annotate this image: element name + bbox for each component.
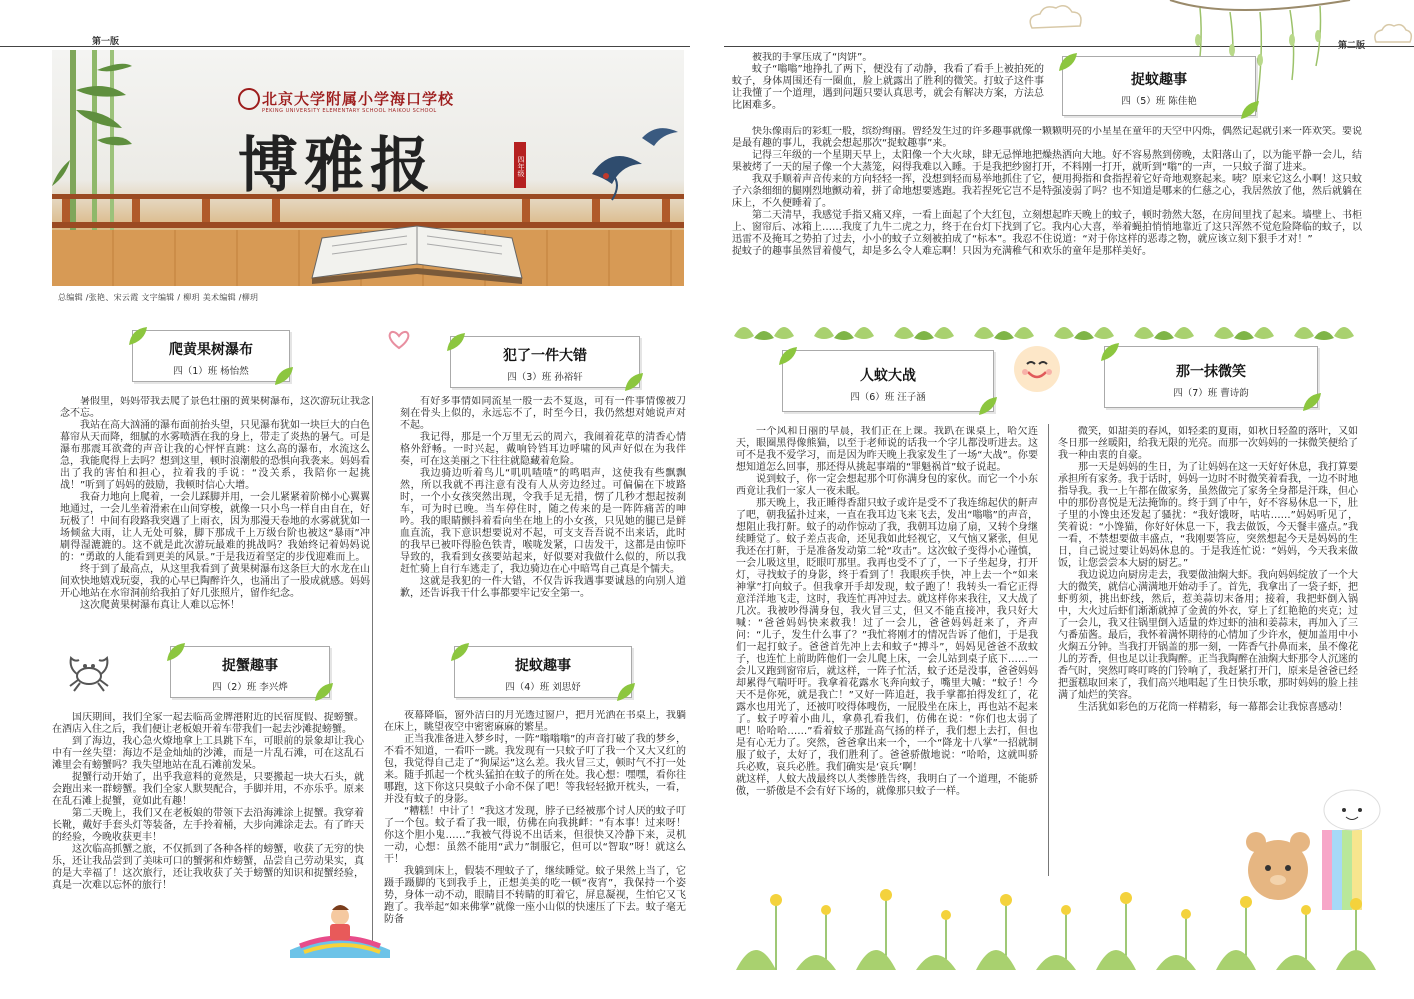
paragraph: 捉蚊子的趣事虽然冒着傻气，却是多么令人难忘啊！只因为充满稚气和欢乐的童年是那样美好。 — [732, 246, 1152, 257]
paragraph: 第二天晚上，我们又在老板娘的带领下去沿海滩涂上捉蟹。我穿着长靴，戴好手套头灯等装备，左手拎着桶，大步向滩涂走去。有了昨天的经验，今晚收获更丰！ — [52, 808, 364, 843]
article-title: 那一抹微笑 — [1176, 364, 1246, 380]
article-author: 四（2）班 李兴烨 — [212, 682, 288, 693]
article-body-mosquito-1 — [384, 710, 686, 950]
leaf-corner-icon — [1099, 341, 1121, 363]
smiley-face-icon — [1014, 346, 1060, 392]
leaf-corner-icon — [777, 345, 799, 367]
paragraph: 说到蚊子，你一定会想起那个叮你满身包的家伙。而它一个小东西竟让我们一家人一夜未眠。 — [736, 474, 1038, 497]
leaf-corner-icon — [313, 681, 335, 703]
paragraph: 我边说边向厨房走去，我要做油焖大虾。我向妈妈绽放了一个大大的微笑，就信心满满地开始动手了。首先，我拿出了一袋子虾，把虾剪须，挑出虾线，然后，惹美蒜切末备用；接着，我把虾倒入锅中，大火过后虾们渐渐就掉了金黄的外衣，穿上了红艳艳的夹克；过了一会儿，我又往锅里倒入适量的炸过虾的油和姜蒜末，再加入了三勺番茄酱。最后，我怀着满怀期待的心情加了少许水，便加盖用中小火焖五分钟。当我打开锅盖的那一刻，一阵香气扑鼻而来，虽不像花儿的芳香，但也足以让我陶醉。正当我陶醉在油焖大虾那令人沉迷的香气时，突然叮咚叮咚的门铃响了，我赶紧打开门，原来是爸爸已经把蛋糕取回来了，我们高兴地唱起了生日快乐歌，那时妈妈的脸上挂满了灿烂的笑容。 — [1058, 570, 1358, 701]
paragraph: 快乐像雨后的彩虹一般，缤纷绚丽。曾经发生过的许多趣事就像一颗颗明亮的小星星在童年的天空中闪烁，偶然记起就引来一阵欢笑。要说是最有趣的事儿，我就会想起那次“捉蚊趣事”来。 — [732, 126, 1362, 149]
paragraph: 生活犹如彩色的万花筒一样精彩，每一幕都会让我惊喜感动！ — [1078, 702, 1348, 713]
article-author: 四（1）班 杨怡然 — [173, 366, 249, 377]
paragraph: 我站在高大汹涌的瀑布面前抬头望，只见瀑布犹如一块巨大的白色幕帘从天而降，细腻的水雾喷洒在我的身上，带走了炎热的暑气。可是瀑布那震耳欲聋的声音让我的心怦怦直跳：这么高的瀑布，水流这么急，我能爬得上去吗？想到这里，顿时浪潮般的恐惧向我袭来。妈妈看出了我的害怕和担心，拉着我的手说：“没关系，我陪你一起挑战！”听到了妈妈的鼓励，我顿时信心大增。 — [60, 420, 370, 491]
paragraph: “糟糕！中计了！”我这才发现，脖子已经被那个讨人厌的蚊子叮了一个包。蚊子看了我一眼，仿佛在向我挑衅：“有本事！过来呀！你这个胆小鬼……”我被气得说不出话来，但很快又冷静下来，灵机一动，心想：虽然不能用“武力”制服它，但可以“智取”呀！就这么干！ — [384, 806, 686, 865]
article-body-waterfall — [60, 396, 370, 636]
article-author: 四（6）班 汪子涵 — [850, 392, 926, 403]
masthead-banner — [52, 50, 684, 286]
cloud-illustration — [1372, 20, 1414, 50]
paragraph: 终于到了最高点，从这里我看到了黄果树瀑布这条巨大的水龙在山间欢快地嬉戏玩耍，我的心早已陶醉许久，也涌出了一股成就感。妈妈开心地站在水帘洞前给我拍了好几张照片，留作纪念。 — [60, 564, 370, 599]
article-continuation-mosquito-1 — [732, 52, 1044, 118]
flower-border-illustration — [736, 880, 1376, 970]
newspaper-title: 博雅报 — [238, 131, 436, 201]
paragraph: 这次爬黄果树瀑布真让人难以忘怀！ — [80, 600, 240, 611]
article-title: 人蚊大战 — [860, 368, 916, 384]
paragraph: 国庆期间，我们全家一起去临高金牌港附近的民宿度假、捉螃蟹。在酒店入住之后，我们便让老板娘开着车带我们一起去沙滩捉螃蟹。 — [52, 712, 364, 735]
leaf-corner-icon — [615, 681, 637, 703]
paragraph: 被我的手掌压成了“肉饼”。 — [752, 52, 873, 63]
paragraph: 那一天是妈妈的生日，为了让妈妈在这一天好好休息，我打算要承担所有家务。我于话时，妈妈一边时不时微笑着看我，一边不时地指导我。我一上午都在做家务，虽然做完了家务全身都是汗珠，但心中的那份喜悦是无法掩饰的。终于到了中午，好不容易休息一下，肚子里的小馋虫还发起了骚扰：“我好饿呀，咕咕……”妈妈听见了，笑着说：“小馋猫，你好好休息一下，我去做饭，今天餐丰盛点。”我一看，不禁想要做丰盛点，“我刚要答应，突然想起今天是妈妈的生日，自己说过要让妈妈休息的。于是我连忙说：“妈妈，今天我来做饭，让您尝尝本大厨的厨艺。” — [1058, 462, 1358, 569]
article-title: 捉蚊趣事 — [515, 658, 571, 674]
article-title: 爬黄果树瀑布 — [169, 342, 253, 358]
paragraph: 就这样，人蚊大战最终以人类惨胜告终，我明白了一个道理，不能骄傲，一骄傲是不会有好下场的，就像那只蚊子一样。 — [736, 774, 1038, 797]
paragraph: 那天晚上，我正睡得香甜只蚊子或许是受不了我连绵起伏的鼾声了吧，朝我猛扑过来，一直在我耳边飞来飞去，发出“嗡嗡”的声音，想阻止我打鼾。蚊子的动作惊动了我，我朝耳边扇了扇，又转个身继续睡觉了。蚊子差点丧命，还见我如此轻视它，又气恼又紧张，但见我还在打鼾，于是准备发动第二轮“攻击”。这次蚊子变得小心谨慎，一会儿吸这里，眨眼叮那里。我再也受不了了，一下子坐起身，打开灯，寻找蚊子的身影，终于看到了！我眼疾手快，冲上去一个“如来神掌”打向蚊子。但我拿开手却发现，蚊子跑了！我转头一看它正得意洋洋地飞走，这时，我连忙再冲过去。就这样你来我往，又大战了几次。我被吵得满身包，我火冒三丈，但又不能直接冲，我只好大喊：“爸爸妈妈快来救我！过了一会儿，爸爸妈妈赶来了，齐声问：“儿子，发生什么事了？”我忙将刚才的情况告诉了他们，于是我们一起打蚊子。爸爸首先冲上去和蚊子“搏斗”，妈妈见爸爸不敌蚊子，也连忙上前助阵他们一会儿爬上床，一会儿站到桌子底下……一会儿又跑到窗帘后，就这样，一阵子忙活，蚊子还是没事，爸爸妈妈却累得气喘吁吁。我拿着花露水飞奔向蚊子，嘴里大喊：“蚊子！今天不是你死，就是我亡！”又好一阵追赶，我手掌都拍得发红了，花露水也用光了，还被叮咬得体嗖伤，一屁股坐在床上，再也站不起来了。蚊子哼着小曲儿，拿鼻孔看我们，仿佛在说：“你们也太弱了吧！哈哈哈……”看着蚊子那趾高气扬的样子，我们想上去打，但也是有心无力了。突然，爸爸拿出来一个，一个“降龙十八掌”一招就制服了蚊子，太好了，我们胜利了。爸爸骄傲地说：“哈哈，这就叫骄兵必败，哀兵必胜。我们确实是‘哀兵’啊！ — [736, 498, 1038, 773]
paragraph: 到了海边，我心急火燎地拿上工具跳下车，可眼前的景象却让我心中有一丝失望：海边不是金灿灿的沙滩，而是一片乱石滩，可在这乱石滩里会有螃蟹吗？我失望地站在乱石滩前发呆。 — [52, 736, 364, 771]
paragraph: 这就是我犯的一件大错，不仅告诉我遇事要诚恳的向别人道歉，还告诉我干什么事都要牢记安全第一。 — [400, 576, 686, 599]
article-author: 四（7）班 曹诗韵 — [1173, 388, 1249, 399]
paragraph: 夜幕降临，窗外洁白的月光透过窗户，把月光洒在书桌上，我躺在床上，眺望夜空中密密麻麻的繁星。 — [384, 710, 686, 733]
swallows-illustration — [572, 114, 682, 214]
article-title: 犯了一件大错 — [503, 348, 587, 364]
heading-box-mosquito-1 — [454, 646, 632, 698]
leaf-corner-icon — [623, 371, 645, 393]
article-author: 四（5）班 陈佳艳 — [1121, 96, 1197, 107]
school-logo — [238, 88, 260, 110]
paragraph: 有好多事情如同流星一般一去不复返，可有一件事情像被刀刻在骨头上似的，永远忘不了，时至今日，我仍然想对她说声对不起。 — [400, 396, 686, 431]
heading-box-mistake — [450, 336, 640, 388]
article-author: 四（3）班 孙裕轩 — [507, 372, 583, 383]
heading-box-crab — [170, 646, 330, 698]
paragraph: 暑假里，妈妈带我去爬了景色壮丽的黄果树瀑布，这次游玩让我念念不忘。 — [60, 396, 370, 419]
paragraph: 我躺到床上，假装不理蚊子了，继续睡觉。蚊子果然上当了，它蹑手蹑脚的飞到我手上，正想美美的吃一顿“夜宵”，我保持一个姿势，身体一动不动，眼睛目不转睛的盯着它，屏息凝视，生怕它又飞跑了。我举起“如来佛掌”就像一座小山似的快速压了下去。蚊子毫无防备 — [384, 866, 686, 925]
paragraph: 我奋力地向上爬着，一会儿踩脚并用，一会儿紧紧着阶梯小心翼翼地通过，一会儿坐着滑索在山间穿梭，就像一只小鸟一样自由自在，好玩极了！中间有段路我突遇了上雨衣，因为那漫天卷地的水雾就犹如一场倾盆大雨，让人无处可躲，脚下那成千上万级台阶也被这“暴雨”冲刷得湿漉漉的。这不就是此次游玩最难的挑战吗？我始终记着妈妈说的：“勇敢的人能看到更美的风景。”于是我迈着坚定的步伐迎难而上。 — [60, 492, 370, 563]
heart-icon — [386, 330, 412, 350]
cloud-illustration — [1026, 4, 1086, 34]
heading-box-waterfall — [132, 330, 290, 382]
column-divider — [372, 396, 373, 948]
paragraph: 记得三年级的一个星期天早上，太阳像一个大火球，肆无忌惮地把燥热洒向大地。好不容易熬到傍晚，太阳落山了，以为能平静一会儿，结果被烤了一天的屋子像一个大蒸笼，闷得我难以入睡。于是我把纱窗打开，不料刚一打开，就听到“嗡”的一声，一只蚊子溜了进来。 — [732, 150, 1362, 173]
page-label-right: 第二版 — [1338, 41, 1366, 51]
reading-child-illustration — [290, 898, 390, 958]
paragraph: 我边骑边听着鸟儿“叽叽喳喳”的鸣唱声，这使我有些飘飘然，所以我就不再注意有没有人从旁边经过。可偏偏在下坡路时，一个小女孩突然出现，令我手足无措，愣了几秒才想起按刹车，可为时已晚。当车停住时，随之传来的是一阵阵痛苦的呻吟。我的眼睛颤抖着看向坐在地上的小女孩，只见她的腿已是鲜血直流，我下意识想要说对不起，可支支吾吾说不出来话，此时的我早已被吓得脸色铁青，喉咙发紧，口齿发干，这都是由惊吓导致的，我看到女孩要站起来，好似要对我做什么似的，所以我赶忙骑上自行车逃走了，我边骑边在心中暗骂自己真是个懦夫。 — [400, 468, 686, 575]
paragraph: 我记得，那是一个万里无云的周六，我闹着花草的清香心情格外舒畅。一时兴起，戴响铃铛耳边呼啸的风声好似在为我伴奏，可在这美丽之下往往就隐藏着危险。 — [400, 432, 686, 467]
open-book-illustration — [302, 208, 532, 286]
article-body-mistake — [400, 396, 686, 632]
article-body-battle — [736, 426, 1038, 874]
page-label-left: 第一版 — [92, 37, 120, 47]
paragraph: 第二天清早，我感觉手指又痛又痒，一看上面起了个大红包，立刻想起昨天晚上的蚊子，顿时勃然大怒，在房间里找了起来。墙壁上、书柜上、窗帘后、冰箱上……我度了九牛二虎之力，终于在台灯下找到了它。我内心大喜，举着蝇拍悄悄地靠近了这只浑然不觉危险降临的蚊子，以迅雷不及掩耳之势拍了过去，小小的蚊子立刻被拍成了“标本”。我忍不住说道：“对于你这样的恶毒之物，就应该立刻下狠手才对！” — [732, 210, 1362, 245]
article-body-mosquito-2 — [732, 126, 1362, 312]
paragraph: 这次临高抓蟹之旅，不仅抓到了各种各样的螃蟹，收获了无穷的快乐，还让我品尝到了美味可口的蟹粥和炸螃蟹，品尝自己劳动果实，真的是大幸福了！这次旅行，还让我收获了关于螃蟹的知识和捉蟹经验，真是一次难以忘怀的旅行！ — [52, 844, 364, 891]
school-name: 北京大学附属小学海口学校 — [262, 90, 455, 108]
article-title: 捉蚊趣事 — [1131, 72, 1187, 88]
heading-box-battle — [782, 350, 994, 412]
paragraph: 一个风和日丽的早晨，我们正在上课。我趴在课桌上，哈欠连天，眼圈黑得像熊猫，以至于老师说的话我一个字儿都没听进去。这可不是我不爱学习，而是因为昨天晚上我家发生了一场“大战”。你要想知道怎么回事，那还得从挑起事端的“罪魁祸首”蚊子说起。 — [736, 426, 1038, 473]
paragraph: 微笑，如甜美的春风，如轻柔的夏雨，如秋日轻盈的落叶，又如冬日那一丝暖阳，给我无限的光亮。而那一次妈妈的一抹微笑便给了我一种由衷的自豪。 — [1058, 426, 1358, 461]
article-author: 四（4）班 刘思妤 — [505, 682, 581, 693]
paragraph: 捉蟹行动开始了，出乎我意料的竟然是，只要搬起一块大石头，就会跑出来一群螃蟹。我们全家人默契配合，手脚并用，不亦乐乎。原来在乱石滩上捉蟹，竟如此有趣！ — [52, 772, 364, 807]
heading-box-smile — [1104, 346, 1318, 408]
crab-icon — [66, 648, 112, 694]
leaf-corner-icon — [977, 395, 999, 417]
leaf-border-illustration — [734, 316, 1374, 342]
paragraph: 蚊子“嗡嗡”地挣扎了两下，便没有了动静，我看了看手上被拍死的蚊子，身体周围还有一圈血，脸上就露出了胜利的微笑。打蚊子这件事让我懂了一个道理，遇到问题只要认真思考，就会有解决方案，方法总比困难多。 — [732, 64, 1044, 111]
school-name-en: PEKING UNIVERSITY ELEMENTARY SCHOOL HAIKOU SCHOOL — [262, 108, 437, 114]
paragraph: 正当我准备进入梦乡时，一阵“嗡嗡嗡”的声音打破了我的梦乡，不看不知道，一看吓一跳。我发现有一只蚊子叮了我一个又大又红的包，我觉得自己走了“狗屎运”这么差。我火冒三丈，顿时气不打一处来。随手抓起一个枕头猛拍在蚊子的所在处。我心想：嘿嘿，看你往哪跑，这下你这只臭蚊子小命不保了吧！等我轻轻掀开枕头，一看，并没有蚊子的身影。 — [384, 734, 686, 805]
paragraph: 我双手顺着声音传来的方向轻轻一挥，没想到轻而易举地抓住了它，便用拇指和食指捏着它好奇地观察起来。咦？原来它这么小啊！这只蚊子六条细细的腿刚烈地颤动着，拼了命地想要逃跑。我若捏死它岂不是特强凌弱了吗？也不知道是哪来的仁慈之心，我居然放了他，然后就躺在床上，不久便睡着了。 — [732, 174, 1362, 209]
grade-seal: 四年级 — [514, 142, 526, 188]
leaf-corner-icon — [1301, 391, 1323, 413]
article-title: 捉蟹趣事 — [222, 658, 278, 674]
leaf-corner-icon — [1239, 99, 1261, 121]
heading-box-mosquito-2 — [1062, 56, 1256, 116]
leaf-corner-icon — [273, 365, 295, 387]
article-body-smile — [1046, 426, 1358, 774]
editors-credit: 总编辑 /张艳、宋云霞 文字编辑 / 柳玥 美术编辑 /柳玥 — [58, 293, 259, 302]
